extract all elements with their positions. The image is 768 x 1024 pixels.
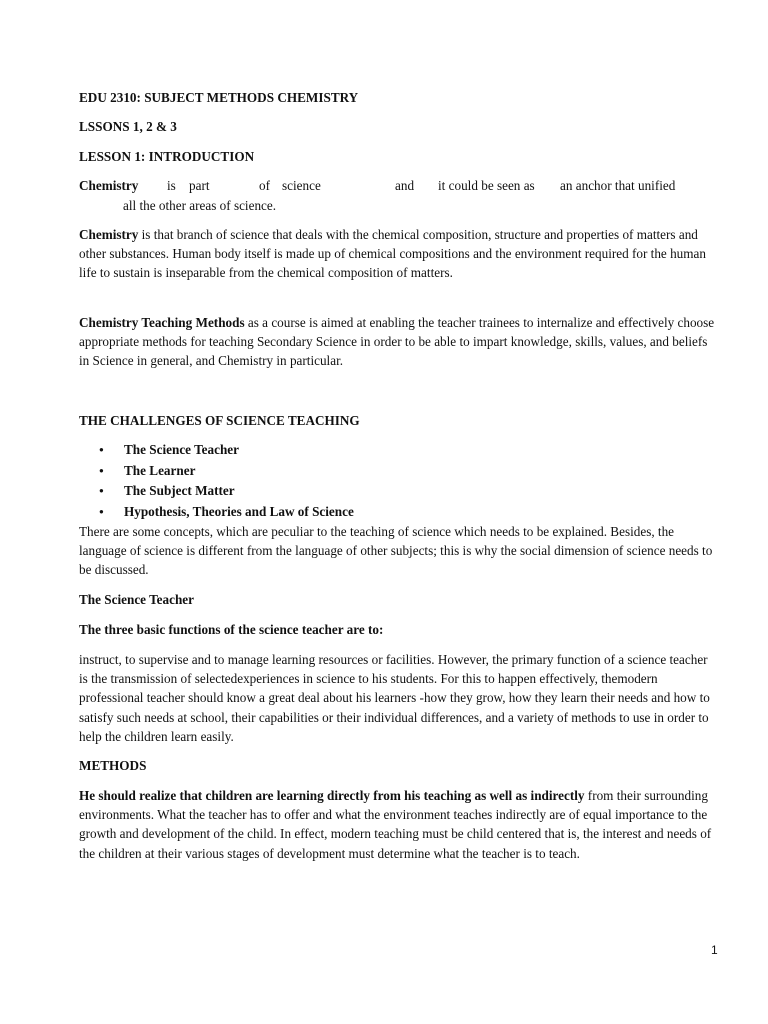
intro-word: of <box>259 178 270 193</box>
term: Chemistry <box>79 227 139 242</box>
paragraph-realize: He should realize that children are learning directly from his teaching as well as indirectly from their surrounding environments. What the teacher has to offer and what the environment teaches indirectly are of equal importance to the growth and development of the child. In effect, modern teaching must be child centered that is, the interest and needs of the children at their various stages of development must determine what the teacher is to teach. <box>79 788 712 861</box>
paragraph-chemistry-definition: Chemistry is that branch of science that deals with the chemical composition, structure and properties of matters and other substances. Human body itself is made up of chemical compositions and the environment required for the human life to sustain is inseparable from the chemical composition of matters. <box>79 227 706 281</box>
intro-line-1 <box>79 177 719 194</box>
intro-word: is <box>167 178 176 193</box>
intro-line-2: all the other areas of science. <box>123 198 277 213</box>
lesson1-heading: LESSON 1: INTRODUCTION <box>79 149 255 164</box>
page-number: 1 <box>711 943 718 957</box>
list-item: ● The Learner <box>79 462 719 483</box>
paragraph-instruct: instruct, to supervise and to manage learning resources or facilities. However, the primary function of a science teacher is the transmission of selectedexperiences in science to his students. For this to happen effectively, themodern professional teacher should know a great deal about his learners -how they grow, how they learn their needs and how to satisfy such needs at school, their capabilities or their individual differences, and a variety of methods to use in order to help the children learn easily. <box>79 652 710 744</box>
challenges-list <box>79 441 719 523</box>
functions-heading: The three basic functions of the science teacher are to: <box>79 622 384 637</box>
paragraph-teaching-methods: Chemistry Teaching Methods as a course is aimed at enabling the teacher trainees to internalize and effectively choose appropriate methods for teaching Secondary Science in order to be able to impart knowledge, skills, values, and beliefs in Science in general, and Chemistry in particular. <box>79 315 715 369</box>
intro-word: and <box>395 178 415 193</box>
intro-word: science <box>282 178 321 193</box>
term: Chemistry Teaching Methods <box>79 315 245 330</box>
list-item: ● Hypothesis, Theories and Law of Science <box>79 503 719 524</box>
lessons-heading: LSSONS 1, 2 & 3 <box>79 119 177 134</box>
science-teacher-heading: The Science Teacher <box>79 592 195 607</box>
list-item: ● The Science Teacher <box>79 441 719 462</box>
challenges-heading: THE CHALLENGES OF SCIENCE TEACHING <box>79 413 360 428</box>
intro-word: part <box>189 178 210 193</box>
paragraph-concepts: There are some concepts, which are peculiar to the teaching of science which needs to be explained. Besides, the language of science is different from the language of other subjects; this is why the social dimension of science needs to be discussed. <box>79 524 713 578</box>
bold-lead: He should realize that children are learning directly from his teaching as well as indirectly <box>79 788 585 803</box>
intro-word: it could be seen as <box>438 178 535 193</box>
course-title: EDU 2310: SUBJECT METHODS CHEMISTRY <box>79 90 359 105</box>
methods-heading: METHODS <box>79 758 147 773</box>
list-item: ● The Subject Matter <box>79 482 719 503</box>
intro-term: Chemistry <box>79 178 139 193</box>
intro-word: an anchor that unified <box>560 178 676 193</box>
